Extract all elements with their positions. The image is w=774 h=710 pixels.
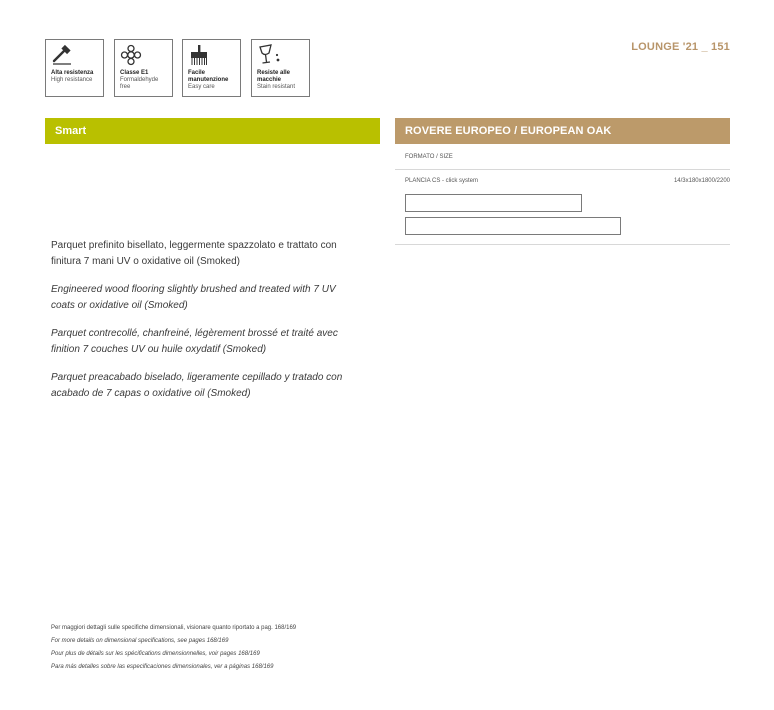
footnote-french: Pour plus de détails sur les spécifications dimensionnelles, voir pages 168/169 (51, 651, 260, 657)
product-line-name: Smart (55, 125, 87, 137)
species-title: ROVERE EUROPEO / EUROPEAN OAK (405, 125, 612, 137)
footnote-spanish: Para más detalles sobre las especificaciones dimensionales, ver a páginas 168/169 (51, 664, 274, 670)
feature-label: Resiste alle macchie (257, 70, 291, 83)
page-number: LOUNGE '21 _ 151 (631, 41, 730, 53)
feature-card-e1-class (114, 39, 173, 97)
feature-label: Alta resistenza (51, 70, 94, 76)
feature-label: Facile manutenzione (188, 70, 229, 83)
hammer-icon (51, 44, 98, 70)
description-french: Parquet contrecollé, chanfreiné, légèrement brossé et traité avec finition 7 couches UV ou huile oxydatif (Smoked) (51, 328, 338, 355)
spilled-glass-icon (257, 44, 304, 70)
spec-field-1[interactable] (405, 194, 582, 212)
format-header: FORMATO / SIZE (405, 154, 453, 160)
species-bar (395, 118, 730, 144)
divider (395, 244, 730, 245)
feature-card-stain-resistant (251, 39, 310, 97)
feature-label: Classe E1 (120, 70, 149, 76)
broom-icon (188, 44, 235, 70)
divider (395, 169, 730, 170)
feature-sublabel: Easy care (188, 84, 215, 90)
feature-sublabel: Stain resistant (257, 84, 296, 90)
description-english: Engineered wood flooring slightly brushed and treated with 7 UV coats or oxidative oil (Smoked) (51, 284, 336, 311)
footnote-italian: Per maggiori dettagli sulle specifiche dimensionali, visionare quanto riportato a pag. 168/169 (51, 625, 297, 631)
feature-sublabel: High resistance (51, 77, 93, 83)
feature-card-high-resistance (45, 39, 104, 97)
spec-row-size: 14/3x180x1800/2200 (673, 178, 730, 184)
footnote-english: For more details on dimensional specifications, see pages 168/169 (51, 638, 229, 644)
description-spanish: Parquet preacabado biselado, ligeramente cepillado y tratado con acabado de 7 capas o oxidative oil (Smoked) (51, 372, 343, 399)
flower-icon (120, 44, 167, 70)
spec-field-2[interactable] (405, 217, 621, 235)
feature-card-easy-care (182, 39, 241, 97)
feature-sublabel: Formaldehyde free (120, 77, 159, 90)
description-italian: Parquet prefinito bisellato, leggermente spazzolato e trattato con finitura 7 mani UV o oxidative oil (Smoked) (51, 240, 337, 267)
product-line-bar (45, 118, 380, 144)
spec-row-name: PLANCIA CS - click system (405, 178, 479, 184)
